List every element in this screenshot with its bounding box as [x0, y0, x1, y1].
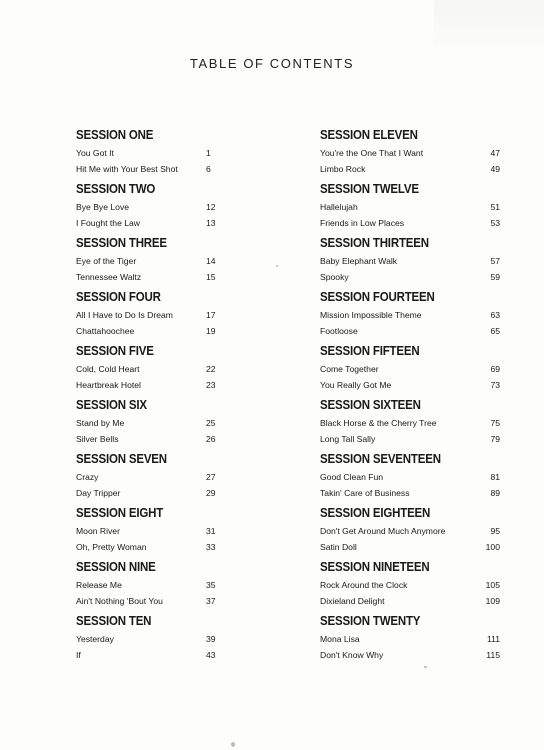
song-row — [320, 631, 500, 647]
page-number: 43 — [206, 650, 216, 660]
song-title: Silver Bells — [76, 434, 119, 444]
session-title: SESSION THREE — [76, 236, 167, 250]
song-title: Black Horse & the Cherry Tree — [320, 418, 437, 428]
page-number: 57 — [490, 256, 500, 266]
page-number: 47 — [490, 148, 500, 158]
session-title: SESSION TWO — [76, 182, 156, 196]
song-row — [76, 323, 236, 339]
page-number: 79 — [490, 434, 500, 444]
song-title: Mission Impossible Theme — [320, 310, 422, 320]
session-title: SESSION SIX — [76, 398, 147, 412]
page-number: 19 — [206, 326, 216, 336]
session-block — [320, 234, 500, 288]
page-number: 14 — [206, 256, 216, 266]
page-number: 105 — [485, 580, 500, 590]
session-title: SESSION SEVEN — [76, 452, 167, 466]
page-title: TABLE OF CONTENTS — [189, 56, 355, 71]
session-block — [320, 342, 500, 396]
page-number: 53 — [490, 218, 500, 228]
page-number: 49 — [490, 164, 500, 174]
session-block — [320, 504, 500, 558]
page-number: 75 — [490, 418, 500, 428]
song-title: Don't Know Why — [320, 650, 384, 660]
song-row — [76, 199, 236, 215]
session-block — [320, 558, 500, 612]
session-block — [320, 612, 500, 666]
song-row — [320, 253, 500, 269]
song-title: You Really Got Me — [320, 380, 392, 390]
song-title: Limbo Rock — [320, 164, 366, 174]
song-title: Friends in Low Places — [320, 218, 405, 228]
page-number: 81 — [490, 472, 500, 482]
song-title: You're the One That I Want — [320, 148, 424, 158]
page-number: 37 — [206, 596, 216, 606]
session-block — [76, 558, 236, 612]
song-row — [76, 215, 236, 231]
song-row — [320, 199, 500, 215]
song-title: Oh, Pretty Woman — [76, 542, 147, 552]
session-title: SESSION TWELVE — [320, 182, 419, 196]
right-column — [320, 126, 500, 666]
session-block — [76, 342, 236, 396]
session-title: SESSION NINE — [76, 560, 156, 574]
song-row — [320, 485, 500, 501]
session-block — [76, 504, 236, 558]
song-row — [320, 593, 500, 609]
song-title: Yesterday — [76, 634, 114, 644]
session-title: SESSION ONE — [76, 128, 154, 142]
song-row — [320, 647, 500, 663]
page-number: 35 — [206, 580, 216, 590]
session-title: SESSION FIVE — [76, 344, 154, 358]
session-title: SESSION TEN — [76, 614, 152, 628]
page-number: 17 — [206, 310, 216, 320]
song-title: Mona Lisa — [320, 634, 360, 644]
page-number: 39 — [206, 634, 216, 644]
session-title: SESSION FOUR — [76, 290, 161, 304]
session-block — [76, 288, 236, 342]
page-number: 23 — [206, 380, 216, 390]
page-number: 115 — [486, 650, 500, 660]
song-row — [76, 431, 236, 447]
page-number: 31 — [206, 526, 216, 536]
song-row — [76, 485, 236, 501]
song-title: Don't Get Around Much Anymore — [320, 526, 446, 536]
song-title: Moon River — [76, 526, 120, 536]
song-title: If — [76, 650, 81, 660]
song-row — [76, 523, 236, 539]
song-title: Long Tall Sally — [320, 434, 376, 444]
song-title: Satin Doll — [320, 542, 357, 552]
page-number: 12 — [206, 202, 216, 212]
song-row — [76, 469, 236, 485]
song-row — [320, 377, 500, 393]
song-title: I Fought the Law — [76, 218, 141, 228]
scan-speck — [276, 265, 278, 267]
session-block — [320, 288, 500, 342]
page-number: 63 — [490, 310, 500, 320]
song-row — [76, 161, 236, 177]
song-title: Day Tripper — [76, 488, 121, 498]
song-row — [320, 431, 500, 447]
song-title: Bye Bye Love — [76, 202, 130, 212]
page-number: 89 — [490, 488, 500, 498]
session-title: SESSION FIFTEEN — [320, 344, 420, 358]
page-number: 95 — [490, 526, 500, 536]
song-title: Takin' Care of Business — [320, 488, 410, 498]
page-number: 6 — [206, 164, 211, 174]
song-title: Ain't Nothing 'Bout You — [76, 596, 163, 606]
song-row — [76, 415, 236, 431]
page-number: 26 — [206, 434, 216, 444]
song-title: Heartbreak Hotel — [76, 380, 141, 390]
session-block — [76, 396, 236, 450]
song-title: Dixieland Delight — [320, 596, 385, 606]
page-number: 22 — [206, 364, 216, 374]
session-block — [76, 126, 236, 180]
page-number: 51 — [490, 202, 500, 212]
session-title: SESSION EIGHT — [76, 506, 164, 520]
song-title: Footloose — [320, 326, 358, 336]
song-row — [76, 593, 236, 609]
session-block — [320, 396, 500, 450]
song-row — [76, 361, 236, 377]
song-title: You Got It — [76, 148, 114, 158]
song-title: Crazy — [76, 472, 99, 482]
song-row — [320, 161, 500, 177]
song-title: Release Me — [76, 580, 122, 590]
session-block — [76, 450, 236, 504]
song-row — [76, 269, 236, 285]
left-column — [76, 126, 236, 666]
song-row — [320, 269, 500, 285]
page-number: 25 — [206, 418, 216, 428]
song-title: Baby Elephant Walk — [320, 256, 398, 266]
page-number: 15 — [206, 272, 216, 282]
song-title: Rock Around the Clock — [320, 580, 408, 590]
session-block — [320, 180, 500, 234]
page-number: 29 — [206, 488, 216, 498]
song-title: Chattahoochee — [76, 326, 135, 336]
song-row — [320, 145, 500, 161]
session-title: SESSION ELEVEN — [320, 128, 418, 142]
page-number: 111 — [486, 634, 500, 644]
song-row — [76, 253, 236, 269]
session-title: SESSION SIXTEEN — [320, 398, 421, 412]
session-title: SESSION THIRTEEN — [320, 236, 429, 250]
song-row — [320, 215, 500, 231]
session-title: SESSION FOURTEEN — [320, 290, 435, 304]
session-block — [76, 180, 236, 234]
page-number: 27 — [206, 472, 216, 482]
page-number: 1 — [206, 148, 211, 158]
song-row — [320, 323, 500, 339]
song-title: Come Together — [320, 364, 379, 374]
song-row — [320, 307, 500, 323]
page-number: 109 — [485, 596, 500, 606]
page-number: 33 — [206, 542, 216, 552]
song-row — [76, 377, 236, 393]
page-number: 13 — [206, 218, 216, 228]
song-title: All I Have to Do Is Dream — [76, 310, 173, 320]
song-row — [320, 539, 500, 555]
page-number: 100 — [485, 542, 500, 552]
song-row — [76, 631, 236, 647]
page-number: 65 — [490, 326, 500, 336]
song-row — [320, 415, 500, 431]
session-block — [76, 612, 236, 666]
song-title: Stand by Me — [76, 418, 125, 428]
song-row — [76, 539, 236, 555]
scan-shadow — [434, 0, 544, 60]
song-row — [76, 145, 236, 161]
song-row — [320, 523, 500, 539]
page-number: 69 — [490, 364, 500, 374]
session-block — [320, 126, 500, 180]
page-number: 73 — [490, 380, 500, 390]
song-row — [320, 577, 500, 593]
song-title: Hit Me with Your Best Shot — [76, 164, 178, 174]
song-row — [76, 307, 236, 323]
song-row — [320, 361, 500, 377]
song-row — [320, 469, 500, 485]
song-title: Eye of the Tiger — [76, 256, 137, 266]
song-row — [76, 647, 236, 663]
scan-speck — [424, 666, 427, 668]
session-title: SESSION SEVENTEEN — [320, 452, 441, 466]
song-title: Good Clean Fun — [320, 472, 384, 482]
page-number: 59 — [490, 272, 500, 282]
song-title: Spooky — [320, 272, 349, 282]
song-row — [76, 577, 236, 593]
session-title: SESSION NINETEEN — [320, 560, 430, 574]
song-title: Hallelujah — [320, 202, 358, 212]
song-title: Tennessee Waltz — [76, 272, 142, 282]
session-title: SESSION EIGHTEEN — [320, 506, 431, 520]
song-title: Cold, Cold Heart — [76, 364, 140, 374]
session-block — [76, 234, 236, 288]
session-title: SESSION TWENTY — [320, 614, 421, 628]
scan-speck — [231, 742, 235, 747]
session-block — [320, 450, 500, 504]
